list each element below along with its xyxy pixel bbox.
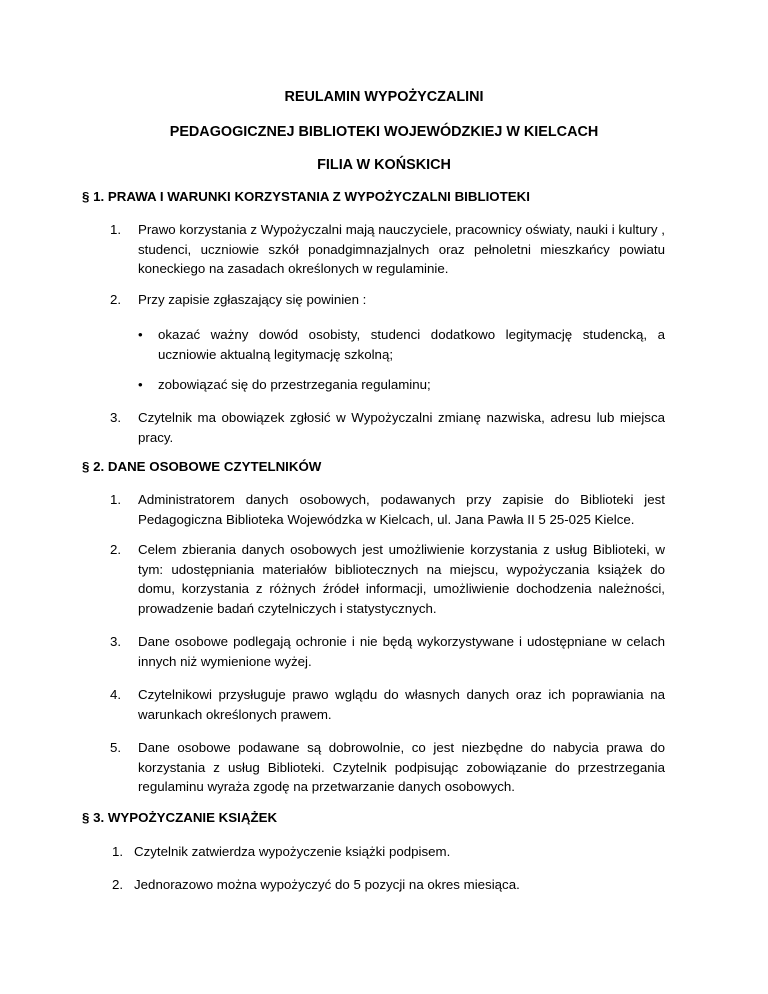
section-3-item-1 — [112, 842, 667, 862]
item-number: 3. — [110, 410, 122, 425]
section-2-item-3 — [110, 632, 665, 671]
item-number: 1. — [110, 222, 122, 237]
item-text: Celem zbierania danych osobowych jest umożliwienie korzystania z usług Biblioteki, w tym: udostępniania materiałów bibliotecznych na miejscu, wypożyczania książek do domu, korzystania z różnych źródeł informacji, umożliwienie dochodzenia należności, prowadzenie badań czytelniczych i statystycznych. — [138, 542, 665, 616]
item-text: Czytelnikowi przysługuje prawo wglądu do własnych danych oraz ich poprawiania na warunkach określonych prawem. — [138, 687, 665, 722]
item-number: 4. — [110, 687, 122, 702]
section-2-item-5 — [110, 738, 665, 797]
bullet-icon: • — [138, 327, 143, 342]
item-text: Dane osobowe podawane są dobrowolnie, co jest niezbędne do nabycia prawa do korzystania z usług Biblioteki. Czytelnik podpisując zobowiązanie do przestrzegania regulaminu wyraża zgodę na przetwarzanie danych osobowych. — [138, 740, 665, 794]
item-number: 3. — [110, 634, 122, 649]
section-1-item-1 — [110, 220, 665, 279]
section-3-item-2 — [112, 875, 667, 895]
item-number: 5. — [110, 740, 122, 755]
bullet-text: okazać ważny dowód osobisty, studenci dodatkowo legitymację studencką, a uczniowie aktualną legitymację szkolną; — [158, 327, 665, 362]
item-text: Przy zapisie zgłaszający się powinien : — [138, 292, 367, 307]
section-1-heading: § 1. PRAWA I WARUNKI KORZYSTANIA Z WYPOŻYCZALNI BIBLIOTEKI — [82, 189, 530, 204]
section-1-bullet-1 — [138, 325, 665, 364]
document-title-line1: REULAMIN WYPOŻYCZALINI — [284, 89, 484, 105]
item-text: Czytelnik ma obowiązek zgłosić w Wypożyczalni zmianę nazwiska, adresu lub miejsca pracy. — [138, 410, 665, 445]
bullet-text: zobowiązać się do przestrzegania regulaminu; — [158, 377, 431, 392]
section-1-item-2 — [110, 290, 665, 310]
item-text: Administratorem danych osobowych, podawanych przy zapisie do Biblioteki jest Pedagogiczna Biblioteka Wojewódzka w Kielcach, ul. Jana Pawła II 5 25-025 Kielce. — [138, 492, 665, 527]
section-3-heading: § 3. WYPOŻYCZANIE KSIĄŻEK — [82, 810, 278, 825]
section-2-item-1 — [110, 490, 665, 529]
section-2-item-2 — [110, 540, 665, 618]
item-text: Jednorazowo można wypożyczyć do 5 pozycji na okres miesiąca. — [134, 877, 520, 892]
section-2-item-4 — [110, 685, 665, 724]
item-number: 1. — [112, 844, 124, 859]
section-2-heading: § 2. DANE OSOBOWE CZYTELNIKÓW — [82, 459, 322, 474]
item-text: Prawo korzystania z Wypożyczalni mają nauczyciele, pracownicy oświaty, nauki i kultury , studenci, uczniowie szkół ponadgimnazjalnych oraz pełnoletni mieszkańcy powiatu koneckiego na zasadach określonych w regulaminie. — [138, 222, 665, 276]
item-text: Czytelnik zatwierdza wypożyczenie książki podpisem. — [134, 844, 451, 859]
document-title-line2: PEDAGOGICZNEJ BIBLIOTEKI WOJEWÓDZKIEJ W KIELCACH — [169, 124, 599, 140]
section-1-item-3 — [110, 408, 665, 447]
item-number: 1. — [110, 492, 122, 507]
document-title-line3: FILIA W KOŃSKICH — [317, 157, 451, 173]
section-1-bullet-2 — [138, 375, 665, 395]
item-number: 2. — [110, 292, 122, 307]
item-text: Dane osobowe podlegają ochronie i nie będą wykorzystywane i udostępniane w celach innych niż wymienione wyżej. — [138, 634, 665, 669]
item-number: 2. — [112, 877, 124, 892]
bullet-icon: • — [138, 377, 143, 392]
item-number: 2. — [110, 542, 122, 557]
